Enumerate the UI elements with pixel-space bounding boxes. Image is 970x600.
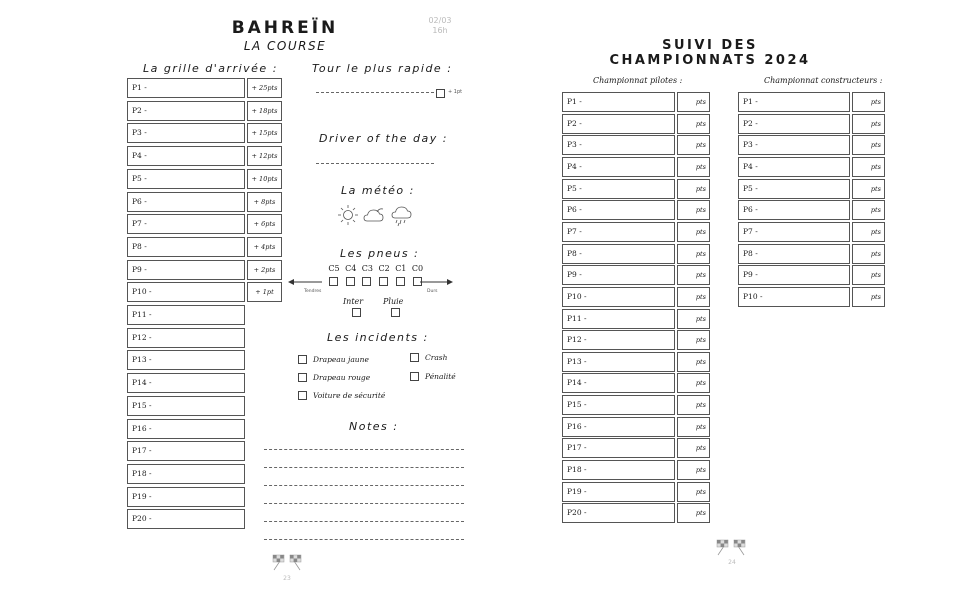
incident-yellow-flag-checkbox[interactable]	[298, 355, 307, 364]
drivers-points-field[interactable]: pts	[677, 135, 710, 155]
grid-position-field[interactable]: P20 -	[127, 509, 245, 529]
constructors-position-field[interactable]: P2 -	[738, 114, 850, 134]
grid-position-field[interactable]: P17 -	[127, 441, 245, 461]
tyre-hard-label: Durs	[427, 289, 438, 294]
constructors-points-field[interactable]: pts	[852, 179, 885, 199]
sun-icon[interactable]	[338, 205, 358, 225]
grid-position-field[interactable]: P12 -	[127, 328, 245, 348]
grid-position-field[interactable]: P18 -	[127, 464, 245, 484]
incident-penalty-checkbox[interactable]	[410, 372, 419, 381]
drivers-position-field[interactable]: P16 -	[562, 417, 675, 437]
constructors-position-field[interactable]: P3 -	[738, 135, 850, 155]
grid-points-label: + 12pts	[247, 146, 282, 166]
page-number: 23	[283, 575, 291, 582]
drivers-championship-heading: Championnat pilotes :	[593, 76, 683, 85]
drivers-position-field[interactable]: P18 -	[562, 460, 675, 480]
drivers-points-field[interactable]: pts	[677, 309, 710, 329]
drivers-points-field[interactable]: pts	[677, 265, 710, 285]
drivers-position-field[interactable]: P2 -	[562, 114, 675, 134]
tyre-compound-label: C0	[411, 264, 424, 273]
grid-position-field[interactable]: P4 -	[127, 146, 245, 166]
constructors-position-field[interactable]: P7 -	[738, 222, 850, 242]
drivers-points-field[interactable]: pts	[677, 157, 710, 177]
constructors-points-field[interactable]: pts	[852, 114, 885, 134]
drivers-points-field[interactable]: pts	[677, 287, 710, 307]
grid-position-field[interactable]: P7 -	[127, 214, 245, 234]
drivers-points-field[interactable]: pts	[677, 503, 710, 523]
incident-penalty-label: Pénalité	[425, 372, 456, 381]
grid-position-field[interactable]: P9 -	[127, 260, 245, 280]
driver-of-the-day-line[interactable]	[316, 163, 434, 164]
constructors-points-field[interactable]: pts	[852, 135, 885, 155]
drivers-points-field[interactable]: pts	[677, 222, 710, 242]
tyre-soft-label: Tendres	[304, 289, 322, 294]
grid-position-field[interactable]: P10 -	[127, 282, 245, 302]
grid-position-field[interactable]: P19 -	[127, 487, 245, 507]
drivers-position-field[interactable]: P6 -	[562, 200, 675, 220]
drivers-points-field[interactable]: pts	[677, 179, 710, 199]
grid-position-field[interactable]: P13 -	[127, 350, 245, 370]
grid-position-field[interactable]: P1 -	[127, 78, 245, 98]
grid-position-field[interactable]: P5 -	[127, 169, 245, 189]
constructors-position-field[interactable]: P6 -	[738, 200, 850, 220]
notes-line[interactable]	[264, 467, 464, 468]
grid-title: La grille d'arrivée :	[143, 62, 278, 75]
tyres-title: Les pneus :	[340, 247, 420, 260]
constructors-points-field[interactable]: pts	[852, 200, 885, 220]
grid-points-label: + 1pt	[247, 282, 282, 302]
page-subtitle: LA COURSE	[243, 39, 327, 53]
grid-position-field[interactable]: P3 -	[127, 123, 245, 143]
drivers-position-field[interactable]: P1 -	[562, 92, 675, 112]
rain-cloud-icon[interactable]	[392, 207, 411, 226]
grid-position-field[interactable]: P15 -	[127, 396, 245, 416]
constructors-points-field[interactable]: pts	[852, 222, 885, 242]
grid-position-field[interactable]: P8 -	[127, 237, 245, 257]
drivers-position-field[interactable]: P14 -	[562, 373, 675, 393]
grid-position-field[interactable]: P16 -	[127, 419, 245, 439]
checkered-flags-icon	[714, 538, 748, 556]
incident-safety-car-checkbox[interactable]	[298, 391, 307, 400]
notes-line[interactable]	[264, 539, 464, 540]
incident-red-flag-checkbox[interactable]	[298, 373, 307, 382]
fastest-lap-checkbox[interactable]	[436, 89, 445, 98]
grid-points-label: + 15pts	[247, 123, 282, 143]
drivers-points-field[interactable]: pts	[677, 395, 710, 415]
grid-points-label: + 10pts	[247, 169, 282, 189]
championship-title-line1: SUIVI DES	[662, 38, 758, 53]
constructors-position-field[interactable]: P9 -	[738, 265, 850, 285]
constructors-position-field[interactable]: P1 -	[738, 92, 850, 112]
notes-line[interactable]	[264, 485, 464, 486]
grid-points-label: + 4pts	[247, 237, 282, 257]
tyre-scale-arrow	[288, 276, 453, 288]
grid-points-label: + 2pts	[247, 260, 282, 280]
tyre-compound-label: C2	[378, 264, 390, 273]
drivers-points-field[interactable]: pts	[677, 417, 710, 437]
constructors-position-field[interactable]: P4 -	[738, 157, 850, 177]
tyre-compound-label: C1	[395, 264, 407, 273]
tyre-compound-label: C5	[328, 264, 340, 273]
drivers-points-field[interactable]: pts	[677, 200, 710, 220]
grid-position-field[interactable]: P6 -	[127, 192, 245, 212]
drivers-position-field[interactable]: P12 -	[562, 330, 675, 350]
constructors-championship-heading: Championnat constructeurs :	[764, 76, 883, 85]
drivers-points-field[interactable]: pts	[677, 460, 710, 480]
cloud-icon[interactable]	[364, 209, 383, 221]
constructors-position-field[interactable]: P8 -	[738, 244, 850, 264]
constructors-points-field[interactable]: pts	[852, 287, 885, 307]
notes-line[interactable]	[264, 503, 464, 504]
fastest-lap-line[interactable]	[316, 92, 434, 93]
drivers-position-field[interactable]: P20 -	[562, 503, 675, 523]
drivers-position-field[interactable]: P7 -	[562, 222, 675, 242]
incidents-title: Les incidents :	[327, 331, 429, 344]
race-time: 16h	[432, 26, 448, 35]
drivers-position-field[interactable]: P9 -	[562, 265, 675, 285]
constructors-points-field[interactable]: pts	[852, 157, 885, 177]
championship-title-line2: CHAMPIONNATS 2024	[609, 53, 811, 68]
tyre-wet-checkbox[interactable]	[391, 308, 400, 317]
incident-safety-car-label: Voiture de sécurité	[313, 391, 386, 400]
drivers-position-field[interactable]: P3 -	[562, 135, 675, 155]
fastest-lap-title: Tour le plus rapide :	[312, 62, 453, 75]
page-title: BAHREÏN	[231, 18, 339, 38]
tyre-inter-checkbox[interactable]	[352, 308, 361, 317]
tyre-compound-label: C3	[361, 264, 373, 273]
drivers-position-field[interactable]: P4 -	[562, 157, 675, 177]
constructors-position-field[interactable]: P10 -	[738, 287, 850, 307]
notes-line[interactable]	[264, 521, 464, 522]
drivers-position-field[interactable]: P5 -	[562, 179, 675, 199]
drivers-points-field[interactable]: pts	[677, 244, 710, 264]
race-date: 02/03	[428, 16, 452, 25]
page-number: 24	[728, 559, 736, 566]
notes-title: Notes :	[349, 420, 399, 433]
tyre-inter-label: Inter	[343, 297, 364, 306]
grid-points-label: + 6pts	[247, 214, 282, 234]
tyre-compound-label: C4	[345, 264, 357, 273]
drivers-position-field[interactable]: P13 -	[562, 352, 675, 372]
constructors-points-field[interactable]: pts	[852, 92, 885, 112]
grid-position-field[interactable]: P2 -	[127, 101, 245, 121]
drivers-points-field[interactable]: pts	[677, 373, 710, 393]
notes-line[interactable]	[264, 449, 464, 450]
drivers-points-field[interactable]: pts	[677, 352, 710, 372]
constructors-points-field[interactable]: pts	[852, 265, 885, 285]
drivers-position-field[interactable]: P10 -	[562, 287, 675, 307]
drivers-points-field[interactable]: pts	[677, 330, 710, 350]
weather-title: La météo :	[341, 184, 415, 197]
constructors-points-field[interactable]: pts	[852, 244, 885, 264]
drivers-points-field[interactable]: pts	[677, 438, 710, 458]
incident-red-flag-label: Drapeau rouge	[313, 373, 371, 382]
grid-position-field[interactable]: P14 -	[127, 373, 245, 393]
drivers-points-field[interactable]: pts	[677, 92, 710, 112]
incident-crash-checkbox[interactable]	[410, 353, 419, 362]
drivers-position-field[interactable]: P17 -	[562, 438, 675, 458]
championship-title	[600, 38, 820, 68]
drivers-position-field[interactable]: P11 -	[562, 309, 675, 329]
drivers-points-field[interactable]: pts	[677, 482, 710, 502]
incident-yellow-flag-label: Drapeau jaune	[313, 355, 369, 364]
checkered-flags-icon	[270, 553, 304, 571]
constructors-position-field[interactable]: P5 -	[738, 179, 850, 199]
grid-points-label: + 25pts	[247, 78, 282, 98]
tyre-wet-label: Pluie	[383, 297, 404, 306]
drivers-position-field[interactable]: P8 -	[562, 244, 675, 264]
grid-position-field[interactable]: P11 -	[127, 305, 245, 325]
weather-icons	[338, 202, 428, 228]
drivers-position-field[interactable]: P15 -	[562, 395, 675, 415]
drivers-points-field[interactable]: pts	[677, 114, 710, 134]
drivers-position-field[interactable]: P19 -	[562, 482, 675, 502]
fastest-lap-bonus: + 1pt	[448, 89, 463, 95]
incident-crash-label: Crash	[425, 353, 448, 362]
driver-of-the-day-title: Driver of the day :	[319, 132, 448, 145]
grid-points-label: + 18pts	[247, 101, 282, 121]
grid-points-label: + 8pts	[247, 192, 282, 212]
